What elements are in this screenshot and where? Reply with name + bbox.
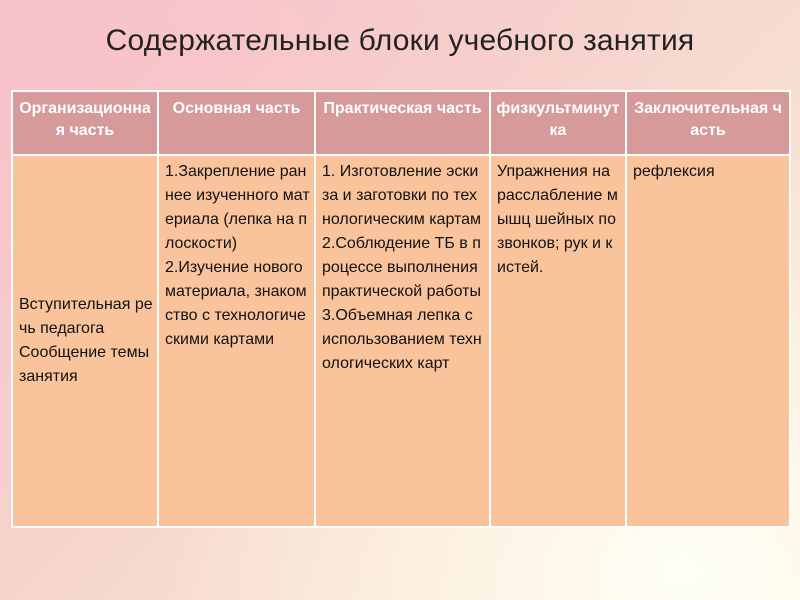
cell-final-part: [626, 155, 790, 527]
cell-text: Упражнения на расслабление мышц шейных позвонков; рук и кистей.: [497, 163, 618, 276]
header-exercise-break: физкультминутка: [490, 91, 626, 155]
header-organizational-part: Организационная часть: [12, 91, 158, 155]
cell-practical-part: [315, 155, 490, 527]
table-row: [12, 155, 790, 527]
cell-text: Вступительная речь педагога: [19, 296, 153, 337]
table-header-row: [12, 91, 790, 155]
header-main-part: Основная часть: [158, 91, 315, 155]
cell-text: 2.Соблюдение ТБ в процессе выполнения практической работы: [322, 235, 481, 300]
cell-text: рефлексия: [633, 163, 715, 180]
cell-main-part: [158, 155, 315, 527]
cell-text: 1. Изготовление эскиза и заготовки по технологическим картам: [322, 163, 482, 228]
slide-title: Содержательные блоки учебного занятия: [105, 24, 695, 57]
cell-text: Сообщение темы занятия: [19, 344, 150, 385]
header-practical-part: Практическая часть: [315, 91, 490, 155]
cell-text: 1.Закрепление раннее изученного материала (лепка на плоскости): [165, 163, 310, 252]
header-final-part: Заключительная часть: [626, 91, 790, 155]
cell-exercise-break: [490, 155, 626, 527]
content-blocks-table: [11, 90, 791, 528]
cell-text: 3.Объемная лепка с использованием технологических карт: [322, 307, 482, 372]
cell-text: 2.Изучение нового материала, знакомство с технологическими картами: [165, 259, 307, 348]
cell-organizational-part: [12, 155, 158, 527]
